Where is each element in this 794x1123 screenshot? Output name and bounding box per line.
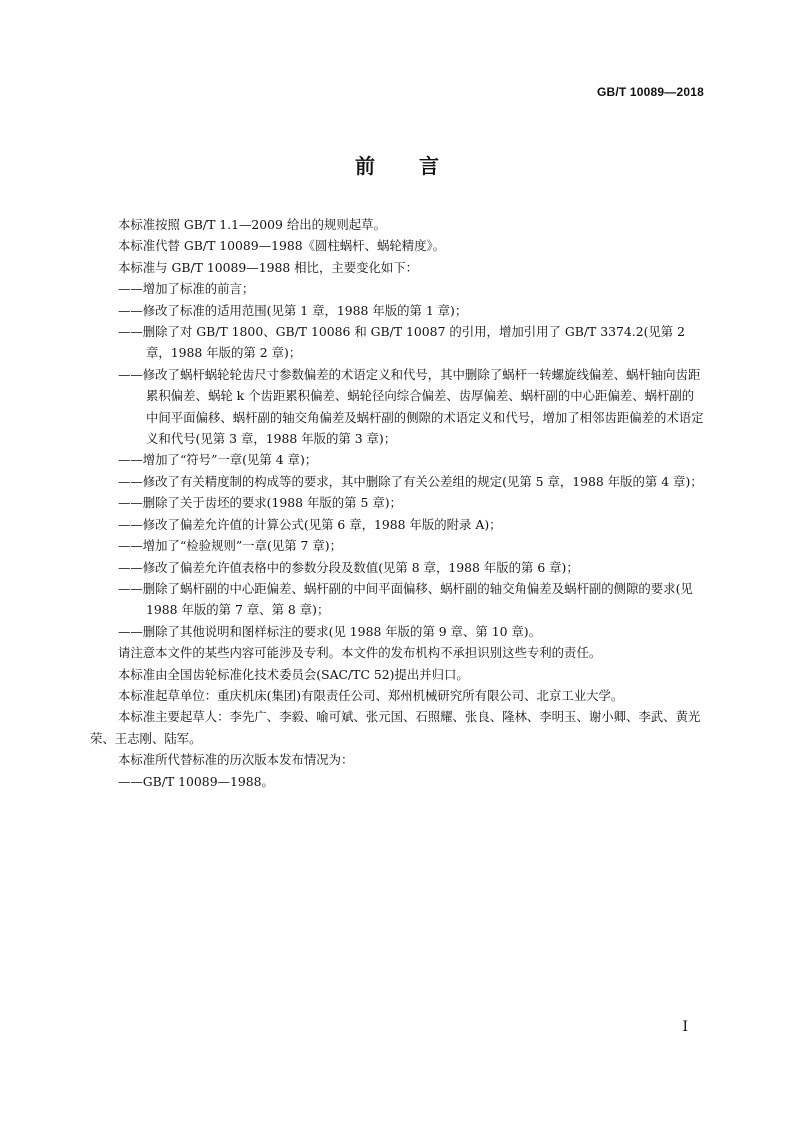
change-item: ——修改了有关精度制的构成等的要求，其中删除了有关公差组的规定(见第 5 章，1988 年版的第 4 章)；	[118, 473, 703, 489]
change-item: ——删除了其他说明和图样标注的要求(见 1988 年版的第 9 章、第 10 章)。	[118, 623, 542, 639]
paragraph: 本标准所代替标准的历次版本发布情况为：	[118, 752, 354, 768]
change-item: ——删除了蜗杆副的中心距偏差、蜗杆副的中间平面偏移、蜗杆副的轴交角偏差及蜗杆副的侧隙的要求(见 1988 年版的第 7 章、第 8 章)；	[118, 580, 693, 618]
change-item: ——修改了偏差允许值的计算公式(见第 6 章，1988 年版的附录 A)；	[118, 516, 502, 532]
change-item: ——修改了蜗杆蜗轮轮齿尺寸参数偏差的术语定义和代号，其中删除了蜗杆一转螺旋线偏差、蜗杆轴向齿距累积偏差、蜗轮 k 个齿距累积偏差、蜗轮径向综合偏差、齿厚偏差、蜗杆副的中心距偏差、蜗杆副的中间平面偏移、蜗杆副的轴交角偏差及蜗杆副的侧隙的术语定义和代号，增加了相邻齿距偏差的术语定义和代号(见第 3 章，1988 年版的第 3 章)；	[118, 366, 704, 447]
change-item: ——修改了偏差允许值表格中的参数分段及数值(见第 8 章，1988 年版的第 6 章)；	[118, 559, 579, 575]
change-item: ——增加了标准的前言；	[118, 281, 255, 297]
change-item: ——增加了“检验规则”一章(见第 7 章)；	[118, 538, 342, 554]
change-item: ——修改了标准的适用范围(见第 1 章，1988 年版的第 1 章)；	[118, 302, 468, 318]
change-item: ——增加了“符号”一章(见第 4 章)；	[118, 452, 318, 468]
paragraph: 请注意本文件的某些内容可能涉及专利。本文件的发布机构不承担识别这些专利的责任。	[118, 645, 602, 661]
paragraph: 本标准按照 GB/T 1.1—2009 给出的规则起草。	[118, 217, 386, 232]
title-char-1: 前	[355, 154, 375, 178]
change-item: ——删除了关于齿坯的要求(1988 年版的第 5 章)；	[118, 495, 402, 511]
paragraph: 本标准与 GB/T 10089—1988 相比，主要变化如下：	[118, 259, 419, 275]
page-title	[0, 150, 794, 179]
change-item: ——删除了对 GB/T 1800、GB/T 10086 和 GB/T 10087 的引用，增加引用了 GB/T 3374.2(见第 2 章，1988 年版的第 2 章)；	[118, 324, 686, 361]
paragraph: 本标准代替 GB/T 10089—1988《圆柱蜗杆、蜗轮精度》。	[118, 238, 446, 254]
paragraph: 本标准起草单位：重庆机床(集团)有限责任公司、郑州机械研究所有限公司、北京工业大学。	[118, 687, 624, 703]
page-number: I	[682, 1019, 688, 1035]
history-item: ——GB/T 10089—1988。	[118, 773, 274, 789]
standard-number: GB/T 10089—2018	[596, 85, 704, 99]
paragraph: 本标准由全国齿轮标准化技术委员会(SAC/TC 52)提出并归口。	[118, 666, 469, 682]
title-char-2: 言	[419, 154, 439, 178]
paragraph: 本标准主要起草人：李先广、李毅、喻可斌、张元国、石照耀、张良、隆林、李明玉、谢小卿、李武、黄光荣、王志刚、陆军。	[90, 709, 701, 746]
foreword-body	[90, 214, 704, 792]
